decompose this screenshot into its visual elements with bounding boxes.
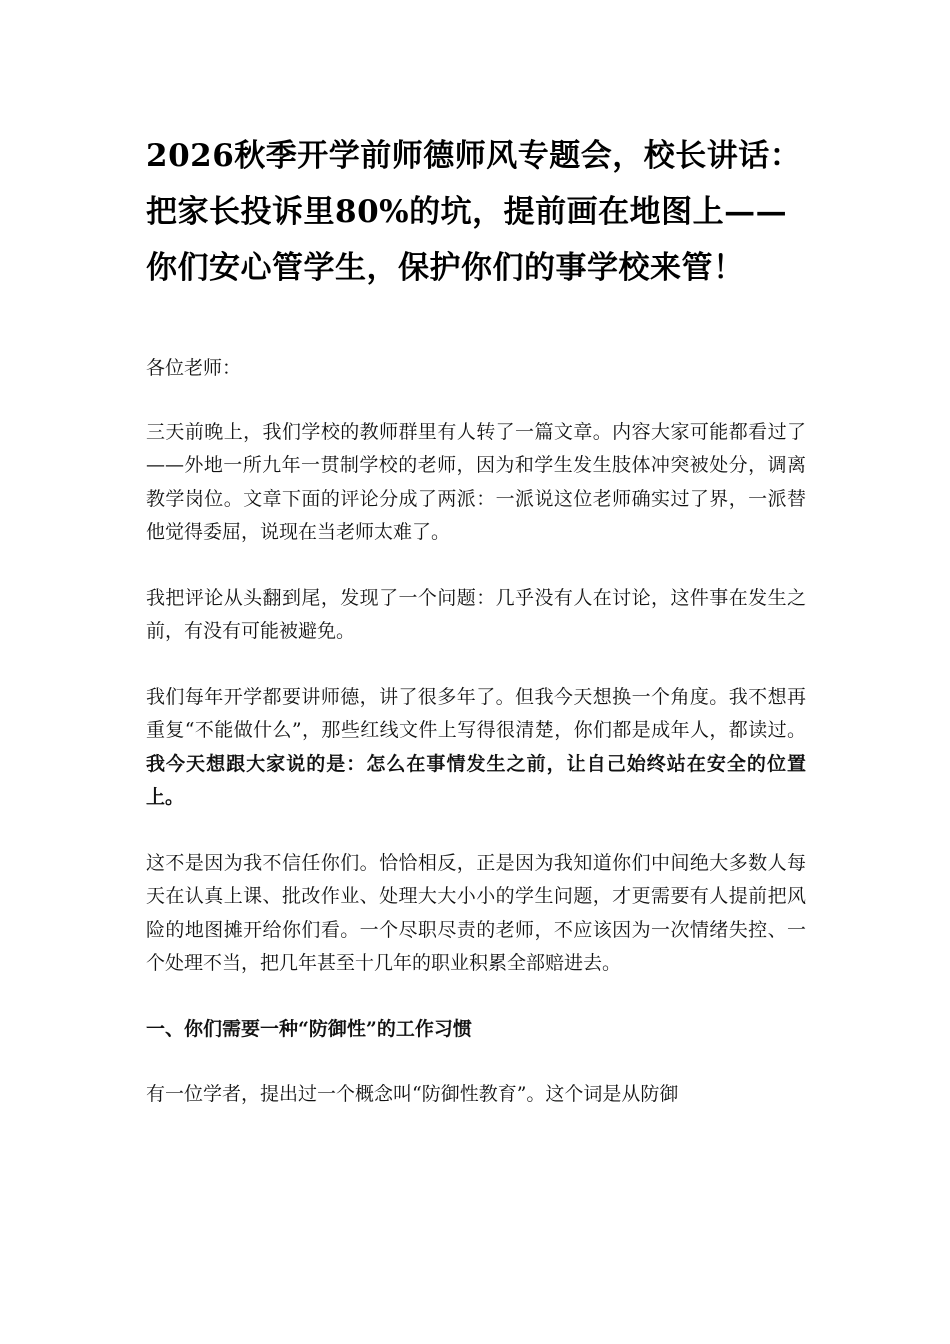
- paragraph-3: [146, 681, 806, 815]
- paragraph-1: 三天前晚上，我们学校的教师群里有人转了一篇文章。内容大家可能都看过了——外地一所九年一贯制学校的老师，因为和学生发生肢体冲突被处分，调离教学岗位。文章下面的评论分成了两派：一派说这位老师确实过了界，一派替他觉得委屈，说现在当老师太难了。: [146, 420, 806, 543]
- paragraph-3-text: 我们每年开学都要讲师德，讲了很多年了。但我今天想换一个角度。我不想再重复“不能做什么”，那些红线文件上写得很清楚，你们都是成年人，都读过。: [146, 685, 806, 741]
- salutation: 各位老师：: [146, 357, 242, 379]
- document-body: [146, 352, 806, 1112]
- paragraph-3-emphasis: 我今天想跟大家说的是：怎么在事情发生之前，让自己始终站在安全的位置上。: [146, 752, 806, 808]
- paragraph-2: 我把评论从头翻到尾，发现了一个问题：几乎没有人在讨论，这件事在发生之前，有没有可能被避免。: [146, 586, 806, 642]
- document-page: [146, 128, 806, 1144]
- document-title: 2026秋季开学前师德师风专题会，校长讲话：把家长投诉里80%的坑，提前画在地图上——你们安心管学生，保护你们的事学校来管！: [146, 138, 802, 286]
- paragraph-4: 这不是因为我不信任你们。恰恰相反，正是因为我知道你们中间绝大多数人每天在认真上课、批改作业、处理大大小小的学生问题，才更需要有人提前把风险的地图摊开给你们看。一个尽职尽责的老师，不应该因为一次情绪失控、一个处理不当，把几年甚至十几年的职业积累全部赔进去。: [146, 851, 806, 974]
- paragraph-5: 有一位学者，提出过一个概念叫“防御性教育”。这个词是从防御: [146, 1083, 679, 1105]
- section-heading-1: 一、你们需要一种“防御性”的工作习惯: [146, 1017, 472, 1040]
